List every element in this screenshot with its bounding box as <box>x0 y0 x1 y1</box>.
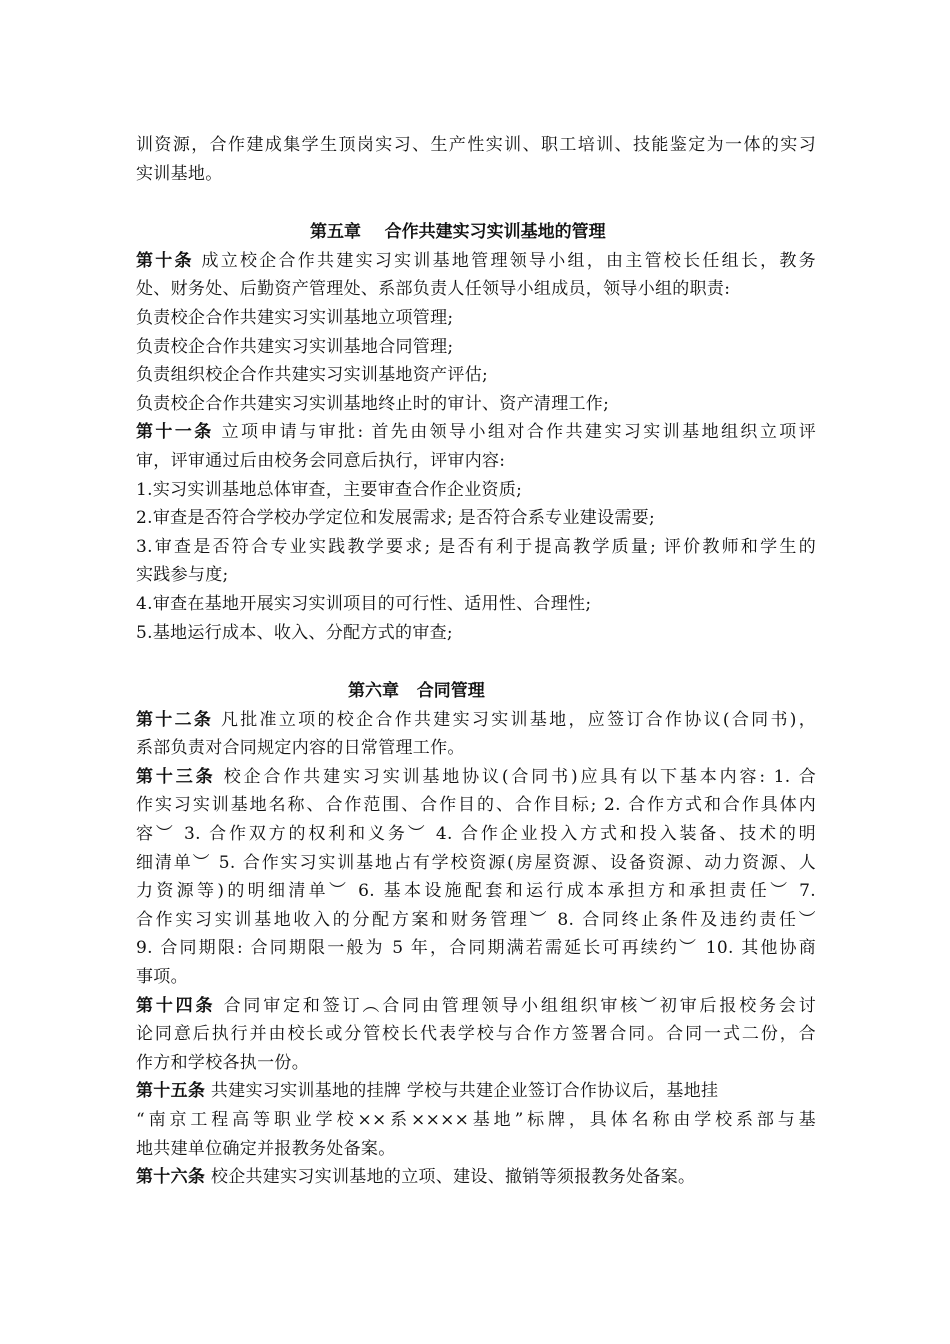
article-10-text: 成立校企合作共建实习实训基地管理领导小组，由主管校长任组长，教务 <box>193 250 816 271</box>
article-15-line <box>136 1077 816 1106</box>
article-11-line: 4.审查在基地开展实习实训项目的可行性、适用性、合理性; <box>136 593 592 614</box>
article-10-line <box>136 247 816 276</box>
article-11-line: 实践参与度; <box>136 565 229 586</box>
article-13-line: 9. 合同期限: 合同期限一般为 5 年，合同期满若需延长可再续约︶ 10. 其他协商 <box>136 938 816 959</box>
article-12-label: 第十二条 <box>136 709 214 730</box>
article-13-label: 第十三条 <box>136 766 216 787</box>
article-12-line <box>136 706 816 735</box>
document-body <box>136 131 816 1192</box>
spacer <box>136 647 816 677</box>
article-13-line: 合作实习实训基地收入的分配方案和财务管理︶ 8. 合同终止条件及违约责任︶ <box>136 909 816 930</box>
article-13-line: 容︶ 3. 合作双方的权利和义务︶ 4. 合作企业投入方式和投入装备、技术的明 <box>136 824 816 845</box>
article-14-line: 作方和学校各执一份。 <box>136 1052 309 1073</box>
intro-line: 训资源，合作建成集学生顶岗实习、生产性实训、职工培训、技能鉴定为一体的实习 <box>136 135 816 155</box>
article-12-line: 系部负责对合同规定内容的日常管理工作。 <box>136 738 465 759</box>
chapter-5-title: 第五章 合作共建实习实训基地的管理 <box>310 222 606 243</box>
article-16-label: 第十六条 <box>136 1167 206 1188</box>
article-11-line: 2.审查是否符合学校办学定位和发展需求; 是否符合系专业建设需要; <box>136 508 655 529</box>
article-11-label: 第十一条 <box>136 422 214 443</box>
article-15-text: 共建实习实训基地的挂牌 学校与共建企业签订合作协议后，基地挂 <box>205 1081 719 1102</box>
article-11-line: 5.基地运行成本、收入、分配方式的审查; <box>136 622 453 643</box>
article-12-text: 凡批准立项的校企合作共建实习实训基地，应签订合作协议(合同书)， <box>213 709 816 730</box>
article-13-line: 事项。 <box>136 967 188 988</box>
spacer <box>136 188 816 218</box>
article-14-label: 第十四条 <box>136 995 216 1016</box>
article-13-line: 力资源等)的明细清单︶ 6. 基本设施配套和运行成本承担方和承担责任︶ 7. <box>136 881 816 902</box>
article-11-line: 3.审查是否符合专业实践教学要求; 是否有利于提高教学质量; 评价教师和学生的 <box>136 536 816 557</box>
article-11-text: 立项申请与审批: 首先由领导小组对合作共建实习实训基地组织立项评 <box>213 422 816 443</box>
article-10-line: 负责组织校企合作共建实习实训基地资产评估; <box>136 365 489 386</box>
chapter-6-title: 第六章 合同管理 <box>348 681 485 702</box>
article-16-text: 校企共建实习实训基地的立项、建设、撤销等须报教务处备案。 <box>205 1167 696 1188</box>
article-10-label: 第十条 <box>136 250 194 271</box>
article-13-line <box>136 763 816 792</box>
article-11-line <box>136 418 816 447</box>
article-16-line <box>136 1163 816 1192</box>
article-14-line: 论同意后执行并由校长或分管校长代表学校与合作方签署合同。合同一式二份，合 <box>136 1024 816 1045</box>
article-10-line: 负责校企合作共建实习实训基地合同管理; <box>136 336 454 357</box>
intro-line: 实训基地。 <box>136 163 223 184</box>
article-15-label: 第十五条 <box>136 1081 206 1102</box>
article-11-line: 审，评审通过后由校务会同意后执行，评审内容: <box>136 450 506 471</box>
article-11-line: 1.实习实训基地总体审查，主要审查合作企业资质; <box>136 479 523 500</box>
article-15-line: “南京工程高等职业学校××系××××基地”标牌，具体名称由学校系部与基 <box>136 1110 816 1130</box>
article-14-line <box>136 992 816 1021</box>
article-13-line: 作实习实训基地名称、合作范围、合作目的、合作目标; 2. 合作方式和合作具体内 <box>136 795 816 816</box>
article-10-line: 负责校企合作共建实习实训基地终止时的审计、资产清理工作; <box>136 393 610 414</box>
article-15-line: 地共建单位确定并报教务处备案。 <box>136 1138 396 1159</box>
article-10-line: 处、财务处、后勤资产管理处、系部负责人任领导小组成员，领导小组的职责: <box>136 279 731 300</box>
article-10-line: 负责校企合作共建实习实训基地立项管理; <box>136 307 454 328</box>
article-14-text: 合同审定和签订︵合同由管理领导小组组织审核︶初审后报校务会讨 <box>215 995 817 1016</box>
article-13-line: 细清单︶ 5. 合作实习实训基地占有学校资源(房屋资源、设备资源、动力资源、人 <box>136 852 816 873</box>
article-13-text: 校企合作共建实习实训基地协议(合同书)应具有以下基本内容: 1. 合 <box>215 766 817 787</box>
